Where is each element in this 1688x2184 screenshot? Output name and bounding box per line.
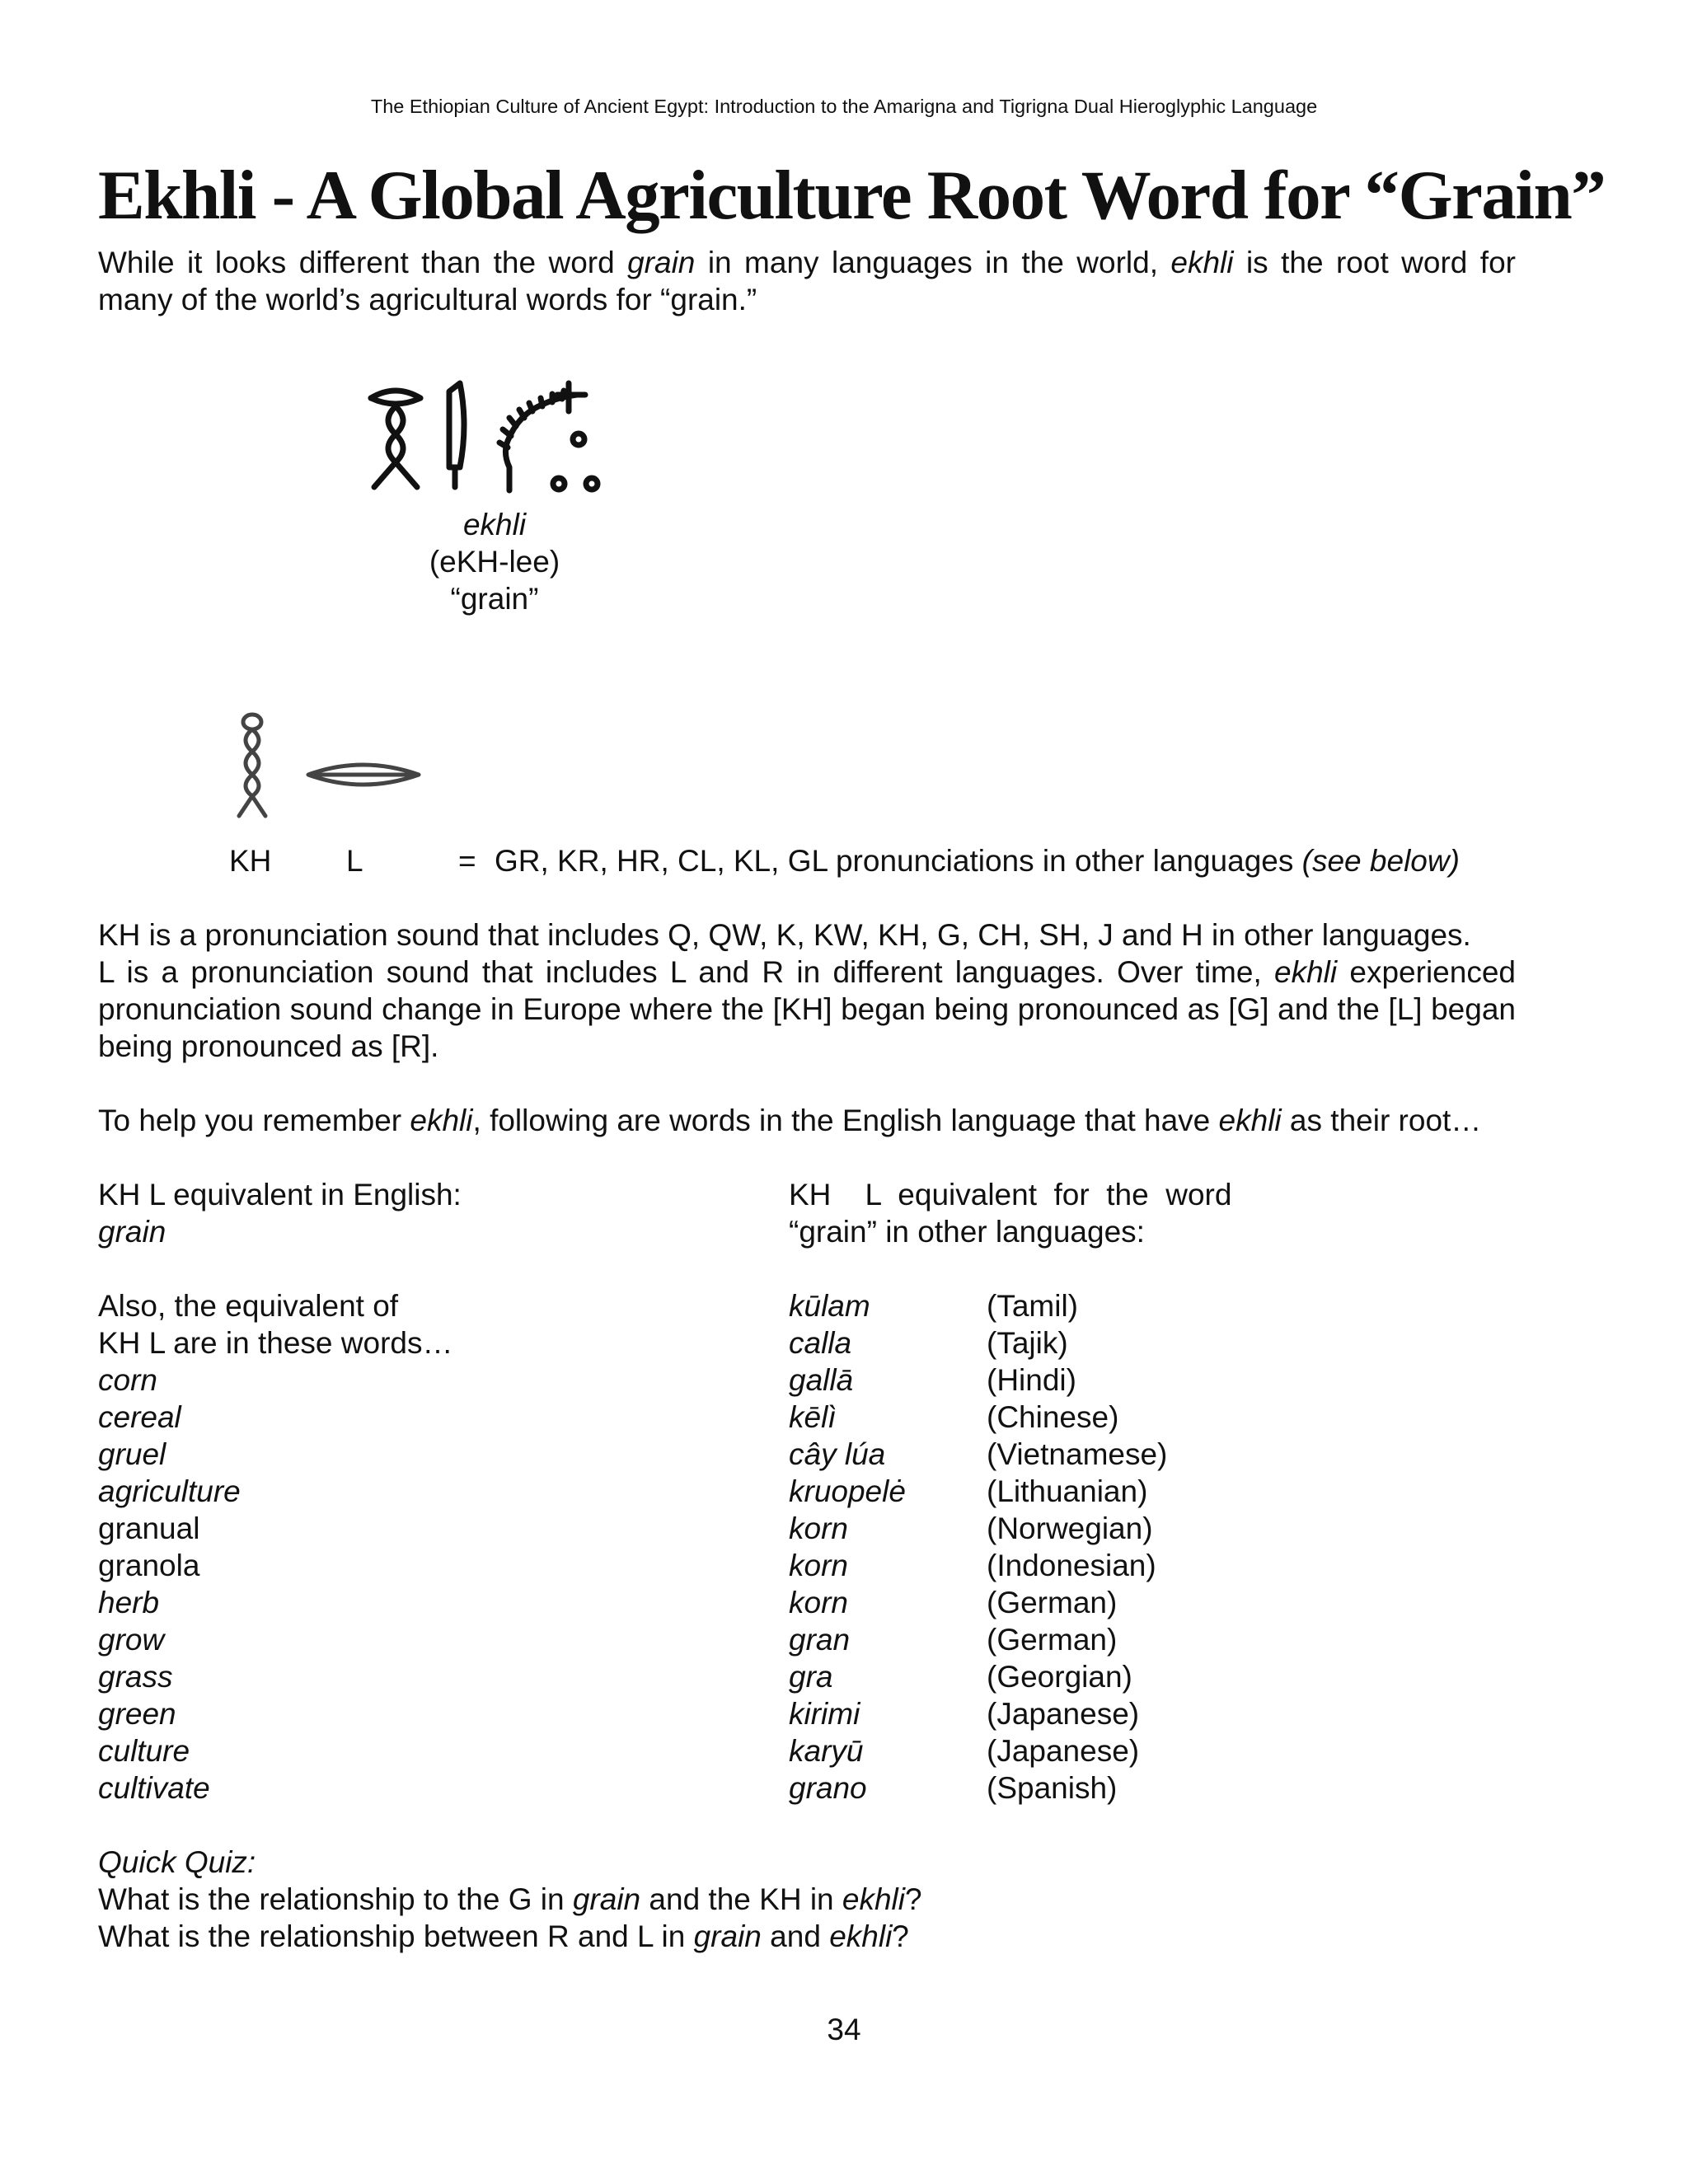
running-header: The Ethiopian Culture of Ancient Egypt: Introduction to the Amarigna and Tigrigna Dual Hieroglyphic Language xyxy=(370,96,1318,117)
language-name: (German) xyxy=(987,1586,1118,1619)
language-row xyxy=(789,1324,1231,1361)
language-row xyxy=(789,1510,1231,1547)
english-word: agriculture xyxy=(98,1474,241,1508)
language-name: (Norwegian) xyxy=(987,1511,1153,1545)
language-row xyxy=(789,1436,1231,1473)
language-list xyxy=(789,1287,1231,1807)
language-row xyxy=(789,1621,1231,1658)
equation-codes: GR, KR, HR, CL, KL, GL xyxy=(495,844,828,878)
language-name: (German) xyxy=(987,1623,1118,1657)
english-word: green xyxy=(98,1697,176,1731)
foreign-word: kēlì xyxy=(789,1400,837,1434)
kh-l-hieroglyphs xyxy=(224,710,438,826)
explanation-text-1: L is a pronunciation sound that includes L and R in different languages. Over time, xyxy=(98,955,1275,989)
left-heading: KH L equivalent in English: xyxy=(98,1178,462,1212)
language-name: (Hindi) xyxy=(987,1363,1076,1397)
foreign-word: kruopelė xyxy=(789,1474,906,1508)
language-name: (Japanese) xyxy=(987,1697,1140,1731)
english-word: granola xyxy=(98,1549,200,1582)
caption-meaning: “grain” xyxy=(450,582,539,616)
language-name: (Spanish) xyxy=(987,1771,1118,1805)
language-row xyxy=(789,1547,1231,1584)
left-also-line-2: KH L are in these words… xyxy=(98,1326,453,1360)
reminder-line xyxy=(98,1102,1481,1139)
left-also-line-1: Also, the equivalent of xyxy=(98,1289,399,1323)
english-word: herb xyxy=(98,1586,160,1619)
language-row xyxy=(789,1473,1231,1510)
quiz-heading: Quick Quiz: xyxy=(98,1845,256,1879)
english-word: gruel xyxy=(98,1437,166,1471)
language-name: (Tamil) xyxy=(987,1289,1078,1323)
left-english-word: grain xyxy=(98,1215,166,1249)
quiz-block xyxy=(98,1844,922,1955)
explanation-text-2: experienced pronunciation sound change in Europe where the [KH] began being pronounced as [G] and the [L] began being pronounced as [R]. xyxy=(98,955,1516,1063)
reminder-text-3: as their root… xyxy=(1281,1104,1482,1137)
foreign-word: korn xyxy=(789,1586,848,1619)
page-title: Ekhli - A Global Agriculture Root Word for “Grain” xyxy=(98,157,1606,234)
language-row xyxy=(789,1769,1231,1807)
language-name: (Indonesian) xyxy=(987,1549,1156,1582)
right-column xyxy=(789,1176,1231,1807)
reminder-word-2: ekhli xyxy=(1218,1104,1282,1137)
intro-word-ekhli: ekhli xyxy=(1170,246,1234,279)
quiz-question-2: What is the relationship between R and L in grain and ekhli? xyxy=(98,1919,909,1953)
right-heading-1: KH L equivalent for the word xyxy=(789,1178,1232,1212)
foreign-word: gra xyxy=(789,1660,833,1694)
english-word: cultivate xyxy=(98,1771,210,1805)
equation-text: pronunciations in other languages xyxy=(827,844,1302,878)
foreign-word: kūlam xyxy=(789,1289,870,1323)
language-name: (Japanese) xyxy=(987,1734,1140,1768)
caption-word: ekhli xyxy=(462,508,527,541)
language-name: (Georgian) xyxy=(987,1660,1132,1694)
equation-l: L xyxy=(346,844,363,878)
language-row xyxy=(789,1399,1231,1436)
language-row xyxy=(789,1287,1231,1324)
reminder-word-1: ekhli xyxy=(410,1104,473,1137)
english-word: cereal xyxy=(98,1400,181,1434)
reminder-text-1: To help you remember xyxy=(98,1104,410,1137)
foreign-word: grano xyxy=(789,1771,867,1805)
foreign-word: korn xyxy=(789,1549,848,1582)
intro-text-1: While it looks different than the word xyxy=(98,246,628,279)
left-column xyxy=(98,1176,462,1807)
language-row xyxy=(789,1584,1231,1621)
equation-result xyxy=(495,842,1460,879)
equation-equals: = xyxy=(458,844,476,878)
explanation-word: ekhli xyxy=(1274,955,1338,989)
language-name: (Chinese) xyxy=(987,1400,1119,1434)
right-heading-2: “grain” in other languages: xyxy=(789,1215,1145,1249)
intro-word-grain: grain xyxy=(627,246,696,279)
english-word: culture xyxy=(98,1734,190,1768)
equation-note: (see below) xyxy=(1301,844,1460,878)
caption-pronunciation: (eKH-lee) xyxy=(429,545,560,579)
page-number: 34 xyxy=(827,2013,861,2046)
language-row xyxy=(789,1695,1231,1732)
language-name: (Vietnamese) xyxy=(987,1437,1168,1471)
explanation-kh: KH is a pronunciation sound that includes Q, QW, K, KW, KH, G, CH, SH, J and H in other languages. xyxy=(98,918,1471,952)
intro-text-3: is the root word for many of the world’s agricultural words for “grain.” xyxy=(98,246,1516,316)
language-row xyxy=(789,1361,1231,1399)
reminder-text-2: , following are words in the English language that have xyxy=(472,1104,1219,1137)
foreign-word: cây lúa xyxy=(789,1437,886,1471)
foreign-word: calla xyxy=(789,1326,852,1360)
intro-text-2: in many languages in the world, xyxy=(695,246,1171,279)
foreign-word: gran xyxy=(789,1623,851,1657)
english-word: grass xyxy=(98,1660,173,1694)
glyph-caption xyxy=(371,506,618,617)
quiz-question-1: What is the relationship to the G in grain and the KH in ekhli? xyxy=(98,1882,922,1916)
foreign-word: korn xyxy=(789,1511,848,1545)
language-row xyxy=(789,1658,1231,1695)
ekhli-hieroglyph xyxy=(363,375,626,507)
english-word: granual xyxy=(98,1511,200,1545)
language-name: (Lithuanian) xyxy=(987,1474,1148,1508)
foreign-word: gallā xyxy=(789,1363,854,1397)
foreign-word: karyū xyxy=(789,1734,864,1768)
equation-kh: KH xyxy=(229,844,272,878)
language-name: (Tajik) xyxy=(987,1326,1068,1360)
english-word: grow xyxy=(98,1623,165,1657)
foreign-word: kirimi xyxy=(789,1697,860,1731)
explanation-l xyxy=(98,954,1516,1065)
intro-paragraph xyxy=(98,244,1516,318)
language-row xyxy=(789,1732,1231,1769)
english-word: corn xyxy=(98,1363,157,1397)
